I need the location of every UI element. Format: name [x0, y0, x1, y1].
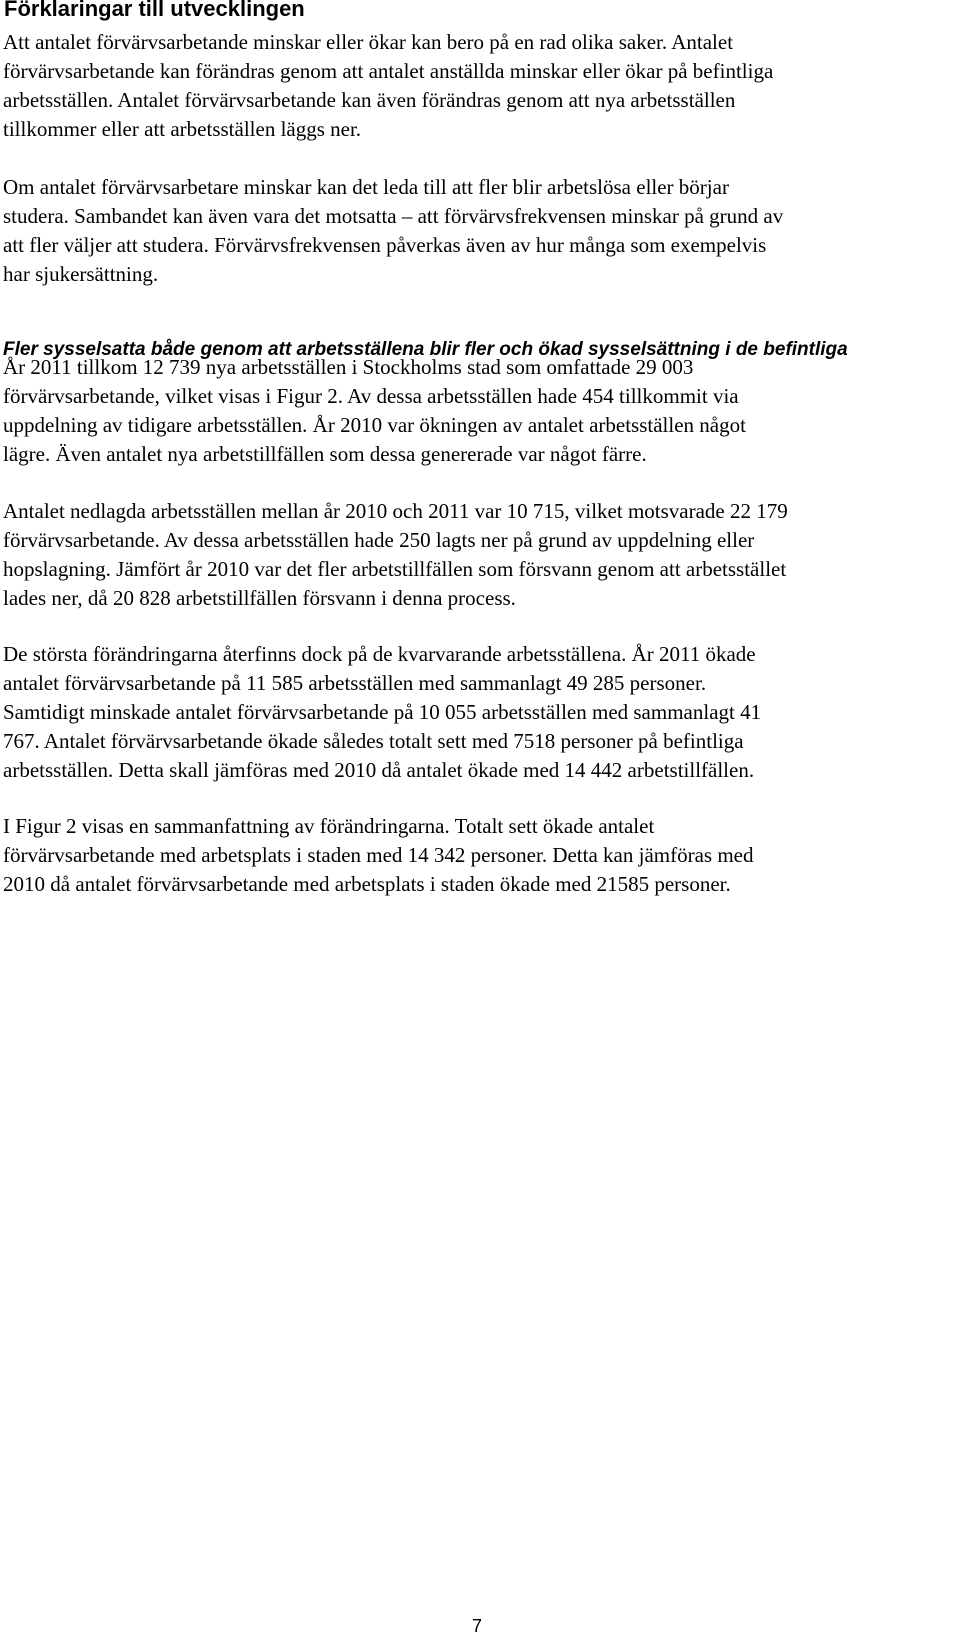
text-line: antalet förvärvsarbetande på 11 585 arbetsställen med sammanlagt 49 285 personer. [3, 671, 707, 695]
text-line: uppdelning av tidigare arbetsställen. År 2010 var ökningen av antalet arbetsställen något [3, 413, 746, 437]
paragraph-remaining-workplaces [3, 640, 960, 785]
paragraph-unemployment [3, 173, 960, 289]
text-line: I Figur 2 visas en sammanfattning av förändringarna. Totalt sett ökade antalet [3, 814, 655, 838]
text-line: arbetsställen. Detta skall jämföras med 2010 då antalet ökade med 14 442 arbetstillfällen. [3, 758, 755, 782]
text-line: studera. Sambandet kan även vara det motsatta – att förvärvsfrekvensen minskar på grund av [3, 204, 784, 228]
paragraph-summary [3, 812, 960, 899]
text-line: förvärvsarbetande med arbetsplats i staden med 14 342 personer. Detta kan jämföras med [3, 843, 754, 867]
text-line: De största förändringarna återfinns dock på de kvarvarande arbetsställena. År 2011 ökade [3, 642, 756, 666]
text-line: lades ner, då 20 828 arbetstillfällen försvann i denna process. [3, 586, 516, 610]
text-line: Om antalet förvärvsarbetare minskar kan det leda till att fler blir arbetslösa eller börjar [3, 175, 729, 199]
text-line: lägre. Även antalet nya arbetstillfällen som dessa genererade var något färre. [3, 442, 647, 466]
text-line: att fler väljer att studera. Förvärvsfrekvensen påverkas även av hur många som exempelvis [3, 233, 767, 257]
page-number: 7 [472, 1616, 483, 1636]
subsection-heading: Fler sysselsatta både genom att arbetsställena blir fler och ökad sysselsättning i de befintliga [3, 339, 848, 360]
intro-paragraph [3, 28, 960, 144]
text-line: förvärvsarbetande, vilket visas i Figur 2. Av dessa arbetsställen hade 454 tillkommit via [3, 384, 739, 408]
text-line: arbetsställen. Antalet förvärvsarbetande kan även förändras genom att nya arbetsställen [3, 88, 736, 112]
text-line: Att antalet förvärvsarbetande minskar eller ökar kan bero på en rad olika saker. Antalet [3, 30, 734, 54]
paragraph-new-workplaces [3, 353, 960, 469]
text-line: förvärvsarbetande kan förändras genom att antalet anställda minskar eller ökar på befintliga [3, 59, 774, 83]
text-line: Antalet nedlagda arbetsställen mellan år 2010 och 2011 var 10 715, vilket motsvarade 22 179 [3, 499, 788, 523]
section-heading: Förklaringar till utvecklingen [4, 0, 305, 21]
text-line: 767. Antalet förvärvsarbetande ökade således totalt sett med 7518 personer på befintliga [3, 729, 744, 753]
text-line: 2010 då antalet förvärvsarbetande med arbetsplats i staden ökade med 21585 personer. [3, 872, 731, 896]
text-line: tillkommer eller att arbetsställen läggs ner. [3, 117, 362, 141]
text-line: har sjukersättning. [3, 262, 159, 286]
text-line: hopslagning. Jämfört år 2010 var det fler arbetstillfällen som försvann genom att arbetsstället [3, 557, 787, 581]
text-line: Samtidigt minskade antalet förvärvsarbetande på 10 055 arbetsställen med sammanlagt 41 [3, 700, 762, 724]
paragraph-closed-workplaces [3, 497, 960, 613]
text-line: År 2011 tillkom 12 739 nya arbetsställen i Stockholms stad som omfattade 29 003 [3, 355, 694, 379]
text-line: förvärvsarbetande. Av dessa arbetsställen hade 250 lagts ner på grund av uppdelning eller [3, 528, 755, 552]
